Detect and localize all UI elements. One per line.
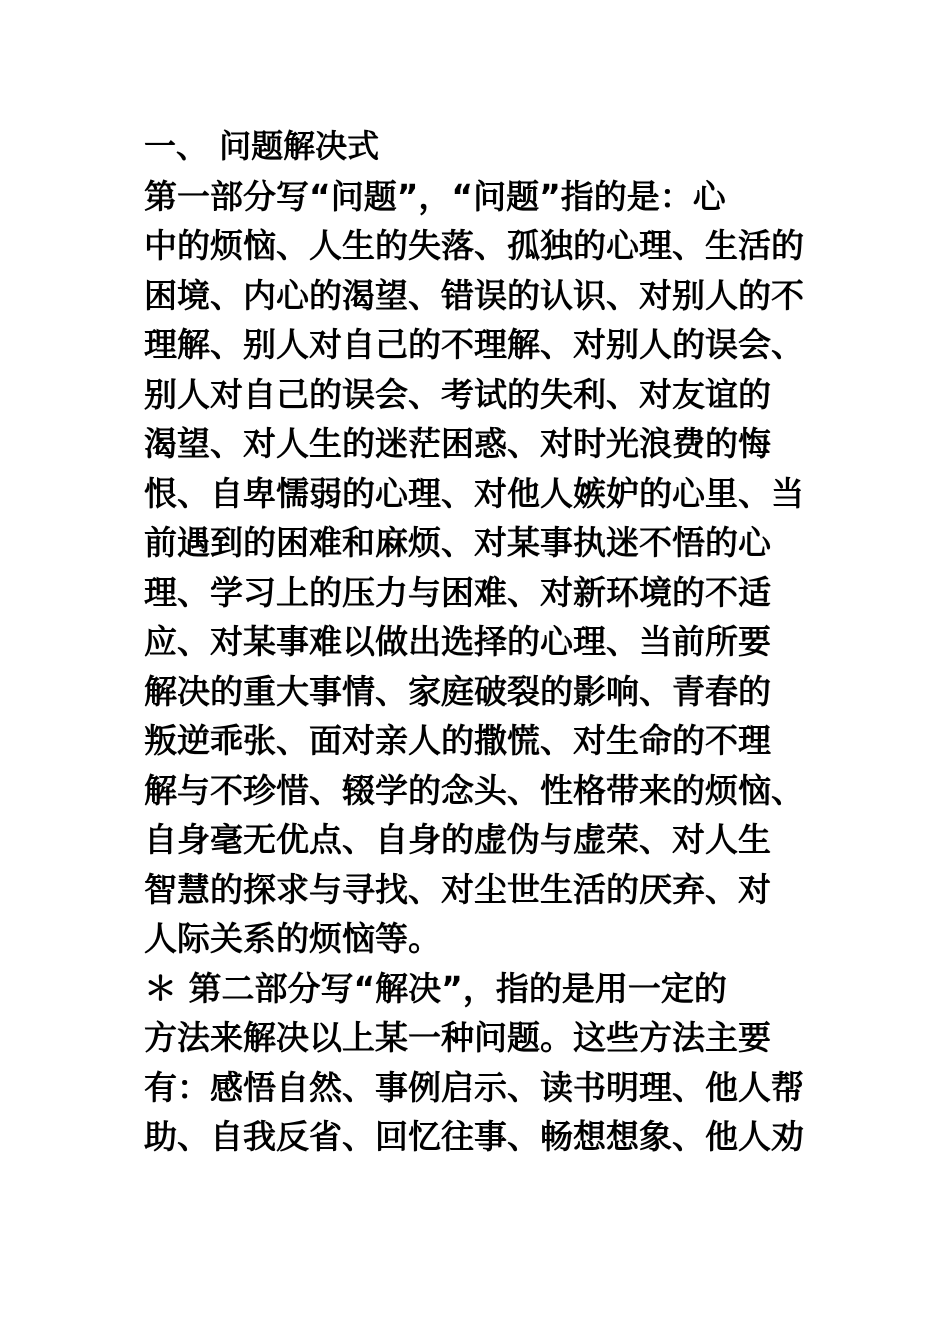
paragraph-line: 别人对自己的误会、考试的失利、对友谊的 <box>144 374 771 414</box>
paragraph-line: 恨、自卑懦弱的心理、对他人嫉妒的心里、当 <box>144 473 804 513</box>
paragraph-line: 智慧的探求与寻找、对尘世生活的厌弃、对 <box>144 869 771 909</box>
paragraph-line: 理解、别人对自己的不理解、对别人的误会、 <box>144 325 804 364</box>
paragraph-line: 困境、内心的渴望、错误的认识、对别人的不 <box>144 275 804 315</box>
paragraph-line: 中的烦恼、人生的失落、孤独的心理、生活的 <box>144 226 804 265</box>
paragraph-line: 自身毫无优点、自身的虚伪与虚荣、对人生 <box>144 820 771 859</box>
section-heading: 一、 问题解决式 <box>144 127 380 165</box>
paragraph-line: 应、对某事难以做出选择的心理、当前所要 <box>144 622 771 661</box>
paragraph-line: 理、学习上的压力与困难、对新环境的不适 <box>144 572 771 612</box>
paragraph-line: 叛逆乖张、面对亲人的撒慌、对生命的不理 <box>144 721 771 760</box>
paragraph-line: 有：感悟自然、事例启示、读书明理、他人帮 <box>144 1067 804 1107</box>
paragraph-line: 第一部分写“问题”，“问题”指的是：心 <box>144 176 726 216</box>
paragraph-line: 解与不珍惜、辍学的念头、性格带来的烦恼、 <box>144 770 804 810</box>
paragraph-line: 人际关系的烦恼等。 <box>144 919 441 958</box>
paragraph-line: 助、自我反省、回忆往事、畅想想象、他人劝 <box>144 1117 804 1156</box>
paragraph-line: 解决的重大事情、家庭破裂的影响、青春的 <box>144 671 771 711</box>
paragraph-line: 前遇到的困难和麻烦、对某事执迷不悟的心 <box>144 523 771 562</box>
document-body <box>144 122 814 1162</box>
paragraph-line: ＊ 第二部分写“解决”，指的是用一定的 <box>144 968 727 1008</box>
paragraph-line: 方法来解决以上某一种问题。这些方法主要 <box>144 1018 771 1057</box>
paragraph-line: 渴望、对人生的迷茫困惑、对时光浪费的悔 <box>144 424 771 463</box>
